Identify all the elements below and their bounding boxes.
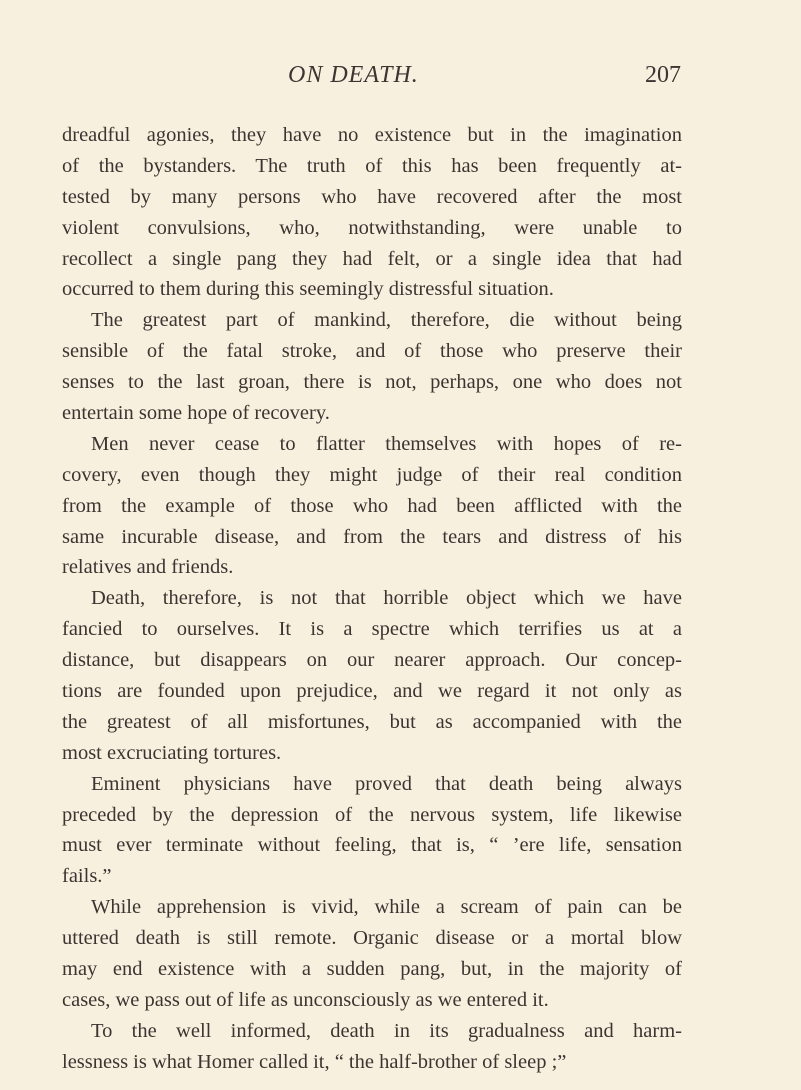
text-line: Men never cease to flatter themselves with hopes of re- bbox=[91, 432, 682, 455]
text-line: entertain some hope of recovery. bbox=[62, 402, 330, 425]
text-line: dreadful agonies, they have no existence but in the imagination bbox=[62, 124, 682, 146]
text-line: must ever terminate without feeling, that is, “ ’ere life, sensation bbox=[62, 834, 682, 857]
running-title: ON DEATH. bbox=[288, 62, 419, 88]
text-line: The greatest part of mankind, therefore, die without being bbox=[91, 309, 682, 332]
text-line: fails.” bbox=[62, 865, 112, 888]
text-line: violent convulsions, who, notwithstanding, were unable to bbox=[62, 216, 682, 239]
text-line: distance, but disappears on our nearer approach. Our concep- bbox=[62, 649, 682, 672]
text-line: Eminent physicians have proved that death being always bbox=[91, 772, 682, 795]
text-line: covery, even though they might judge of their real condition bbox=[62, 463, 682, 486]
text-line: fancied to ourselves. It is a spectre which terrifies us at a bbox=[62, 618, 682, 641]
text-line: Death, therefore, is not that horrible object which we have bbox=[91, 587, 682, 610]
text-line: senses to the last groan, there is not, perhaps, one who does not bbox=[62, 371, 682, 394]
text-line: tested by many persons who have recovered after the most bbox=[62, 185, 682, 208]
text-line: the greatest of all misfortunes, but as accompanied with the bbox=[62, 710, 682, 733]
text-line: To the well informed, death in its gradualness and harm- bbox=[91, 1019, 682, 1042]
text-line: recollect a single pang they had felt, or a single idea that had bbox=[62, 247, 682, 270]
text-line: preceded by the depression of the nervous system, life likewise bbox=[62, 803, 682, 826]
text-line: tions are founded upon prejudice, and we regard it not only as bbox=[62, 680, 682, 703]
text-line: lessness is what Homer called it, “ the half-brother of sleep ;” bbox=[62, 1050, 567, 1073]
text-line: sensible of the fatal stroke, and of those who preserve their bbox=[62, 340, 682, 363]
text-line: occurred to them during this seemingly distressful situation. bbox=[62, 278, 554, 301]
text-line: relatives and friends. bbox=[62, 556, 234, 579]
text-line: same incurable disease, and from the tears and distress of his bbox=[62, 525, 682, 548]
text-line: of the bystanders. The truth of this has been frequently at- bbox=[62, 154, 682, 177]
page-header bbox=[0, 62, 801, 96]
text-line: uttered death is still remote. Organic disease or a mortal blow bbox=[62, 927, 682, 950]
text-line: most excruciating tortures. bbox=[62, 741, 282, 764]
text-line: from the example of those who had been afflicted with the bbox=[62, 494, 682, 517]
text-line: may end existence with a sudden pang, but, in the majority of bbox=[62, 958, 682, 981]
text-line: cases, we pass out of life as unconsciously as we entered it. bbox=[62, 988, 549, 1011]
body-text bbox=[62, 120, 682, 1078]
text-line: While apprehension is vivid, while a scream of pain can be bbox=[91, 896, 682, 919]
page-number: 207 bbox=[645, 62, 681, 88]
